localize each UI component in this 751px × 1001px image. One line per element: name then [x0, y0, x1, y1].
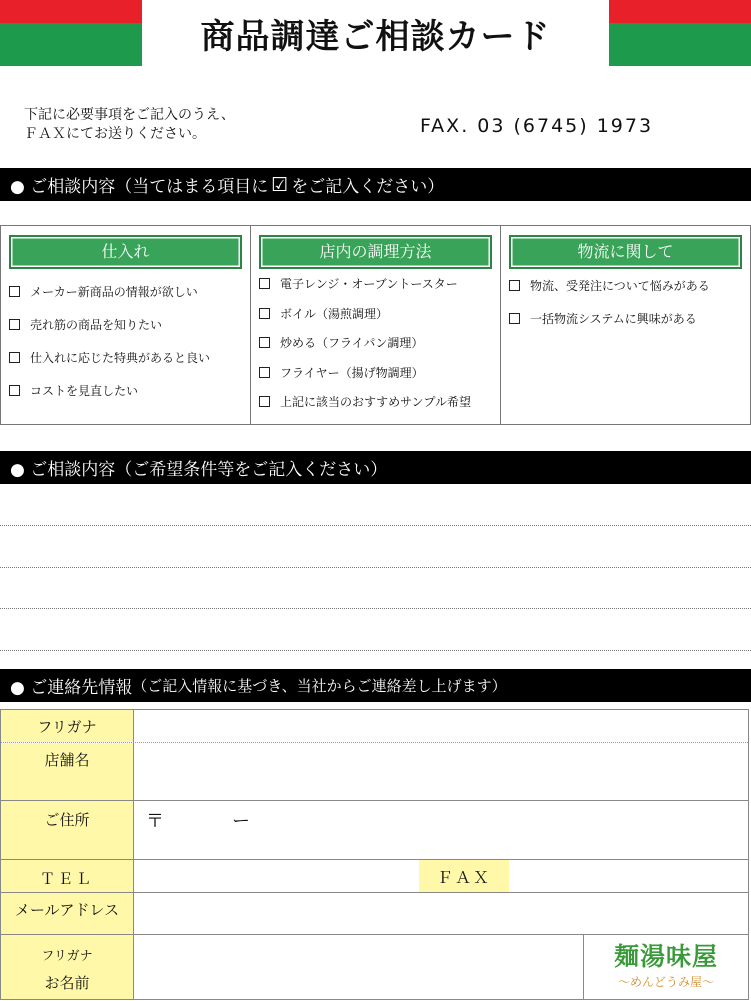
checkmark-icon: ☑ — [271, 173, 289, 196]
postal-mark: 〒 — [146, 811, 164, 832]
checkbox-icon[interactable] — [509, 313, 520, 324]
row-tel-fax — [1, 860, 748, 893]
writing-line[interactable] — [0, 525, 751, 526]
checkbox-icon[interactable] — [9, 319, 20, 330]
tel-field[interactable] — [134, 860, 748, 892]
row-name — [1, 935, 748, 999]
checkbox-item[interactable] — [509, 302, 742, 335]
column-header-cooking-method: 店内の調理方法 — [259, 235, 492, 269]
checkbox-label: 電子レンジ・オーブントースター — [280, 277, 458, 292]
section-bar-inquiry-checkbox — [0, 168, 751, 201]
header-flag-left — [0, 0, 142, 66]
checkbox-icon[interactable] — [259, 337, 270, 348]
row-address — [1, 801, 748, 860]
checkbox-label: 仕入れに応じた特典があると良い — [30, 351, 211, 365]
checkbox-icon[interactable] — [509, 280, 520, 291]
label-name: お名前 — [44, 974, 90, 992]
company-logo — [583, 935, 748, 999]
logo-main-text: 麺湯味屋 — [613, 942, 718, 971]
section-bar-label: ● ご連絡先情報 — [10, 678, 133, 698]
checkbox-panel — [0, 225, 751, 425]
address-field[interactable] — [134, 801, 748, 859]
checkbox-item[interactable] — [259, 299, 492, 329]
shop-name-field[interactable] — [134, 743, 748, 800]
section-bar-contact-info — [0, 669, 751, 702]
checkbox-icon[interactable] — [9, 286, 20, 297]
checkbox-icon[interactable] — [9, 352, 20, 363]
checkbox-icon[interactable] — [9, 385, 20, 396]
row-furigana — [1, 710, 748, 743]
checkbox-label: 上記に該当のおすすめサンプル希望 — [280, 395, 472, 410]
column-cooking-method — [251, 226, 501, 424]
label-name-block — [1, 935, 134, 999]
checkbox-item[interactable] — [9, 275, 242, 308]
checkbox-item[interactable] — [259, 328, 492, 358]
email-field[interactable] — [134, 893, 748, 934]
section-bar-label: ● ご相談内容（ご希望条件等をご記入ください） — [10, 460, 388, 480]
label-tel: ＴＥＬ — [1, 860, 134, 892]
checkbox-icon[interactable] — [259, 308, 270, 319]
row-email — [1, 893, 748, 935]
checkbox-label: ボイル（湯煎調理） — [280, 306, 389, 321]
checkbox-label: 物流、受発注について悩みがある — [530, 279, 710, 293]
checkbox-item[interactable] — [9, 341, 242, 374]
postal-dash: ー — [232, 811, 250, 832]
contact-table — [0, 709, 749, 1000]
column-logistics — [501, 226, 750, 424]
intro-text — [24, 106, 235, 144]
writing-line[interactable] — [0, 567, 751, 568]
checkbox-item[interactable] — [509, 269, 742, 302]
row-shop-name — [1, 743, 748, 801]
checkbox-icon[interactable] — [259, 367, 270, 378]
intro-line-2: ＦＡＸにてお送りください。 — [24, 126, 206, 142]
checkbox-item[interactable] — [259, 358, 492, 388]
column-header-logistics: 物流に関して — [509, 235, 742, 269]
writing-line[interactable] — [0, 608, 751, 609]
checkbox-label: コストを見直したい — [30, 384, 139, 398]
header-flag-right — [609, 0, 751, 66]
intro-line-1: 下記に必要事項をご記入のうえ、 — [24, 107, 235, 123]
checkbox-label: 炒める（フライパン調理） — [280, 336, 424, 351]
checkbox-icon[interactable] — [259, 278, 270, 289]
label-address: ご住所 — [1, 801, 134, 859]
logo-sub-text: 〜めんどうみ屋〜 — [617, 975, 714, 989]
label-furigana-2: フリガナ — [41, 949, 93, 964]
column-header-purchasing: 仕入れ — [9, 235, 242, 269]
column-purchasing — [1, 226, 251, 424]
checkbox-label: メーカー新商品の情報が欲しい — [30, 285, 198, 299]
label-furigana: フリガナ — [1, 710, 134, 742]
checkbox-label: フライヤー（揚げ物調理） — [280, 365, 424, 380]
checkbox-label: 一括物流システムに興味がある — [530, 312, 697, 326]
section-bar-prefix: ● ご相談内容（当てはまる項目に — [10, 177, 269, 197]
checkbox-item[interactable] — [9, 308, 242, 341]
section-bar-inquiry-details — [0, 451, 751, 484]
checkbox-item[interactable] — [9, 374, 242, 407]
label-fax: ＦＡＸ — [419, 860, 509, 892]
checkbox-item[interactable] — [259, 387, 492, 417]
checkbox-icon[interactable] — [259, 396, 270, 407]
section-bar-sub: （ご記入情報に基づき、当社からご連絡差し上げます） — [132, 677, 507, 695]
page-title: 商品調達ご相談カード — [200, 16, 551, 57]
fax-number: FAX. 03 (6745) 1973 — [420, 115, 654, 137]
label-shop-name: 店舗名 — [1, 743, 134, 800]
checkbox-item[interactable] — [259, 269, 492, 299]
checkbox-label: 売れ筋の商品を知りたい — [30, 318, 163, 332]
writing-line[interactable] — [0, 650, 751, 651]
furigana-field[interactable] — [134, 710, 748, 742]
label-email: メールアドレス — [1, 893, 134, 934]
section-bar-suffix: をご記入ください） — [291, 177, 445, 197]
name-field[interactable] — [134, 935, 748, 999]
